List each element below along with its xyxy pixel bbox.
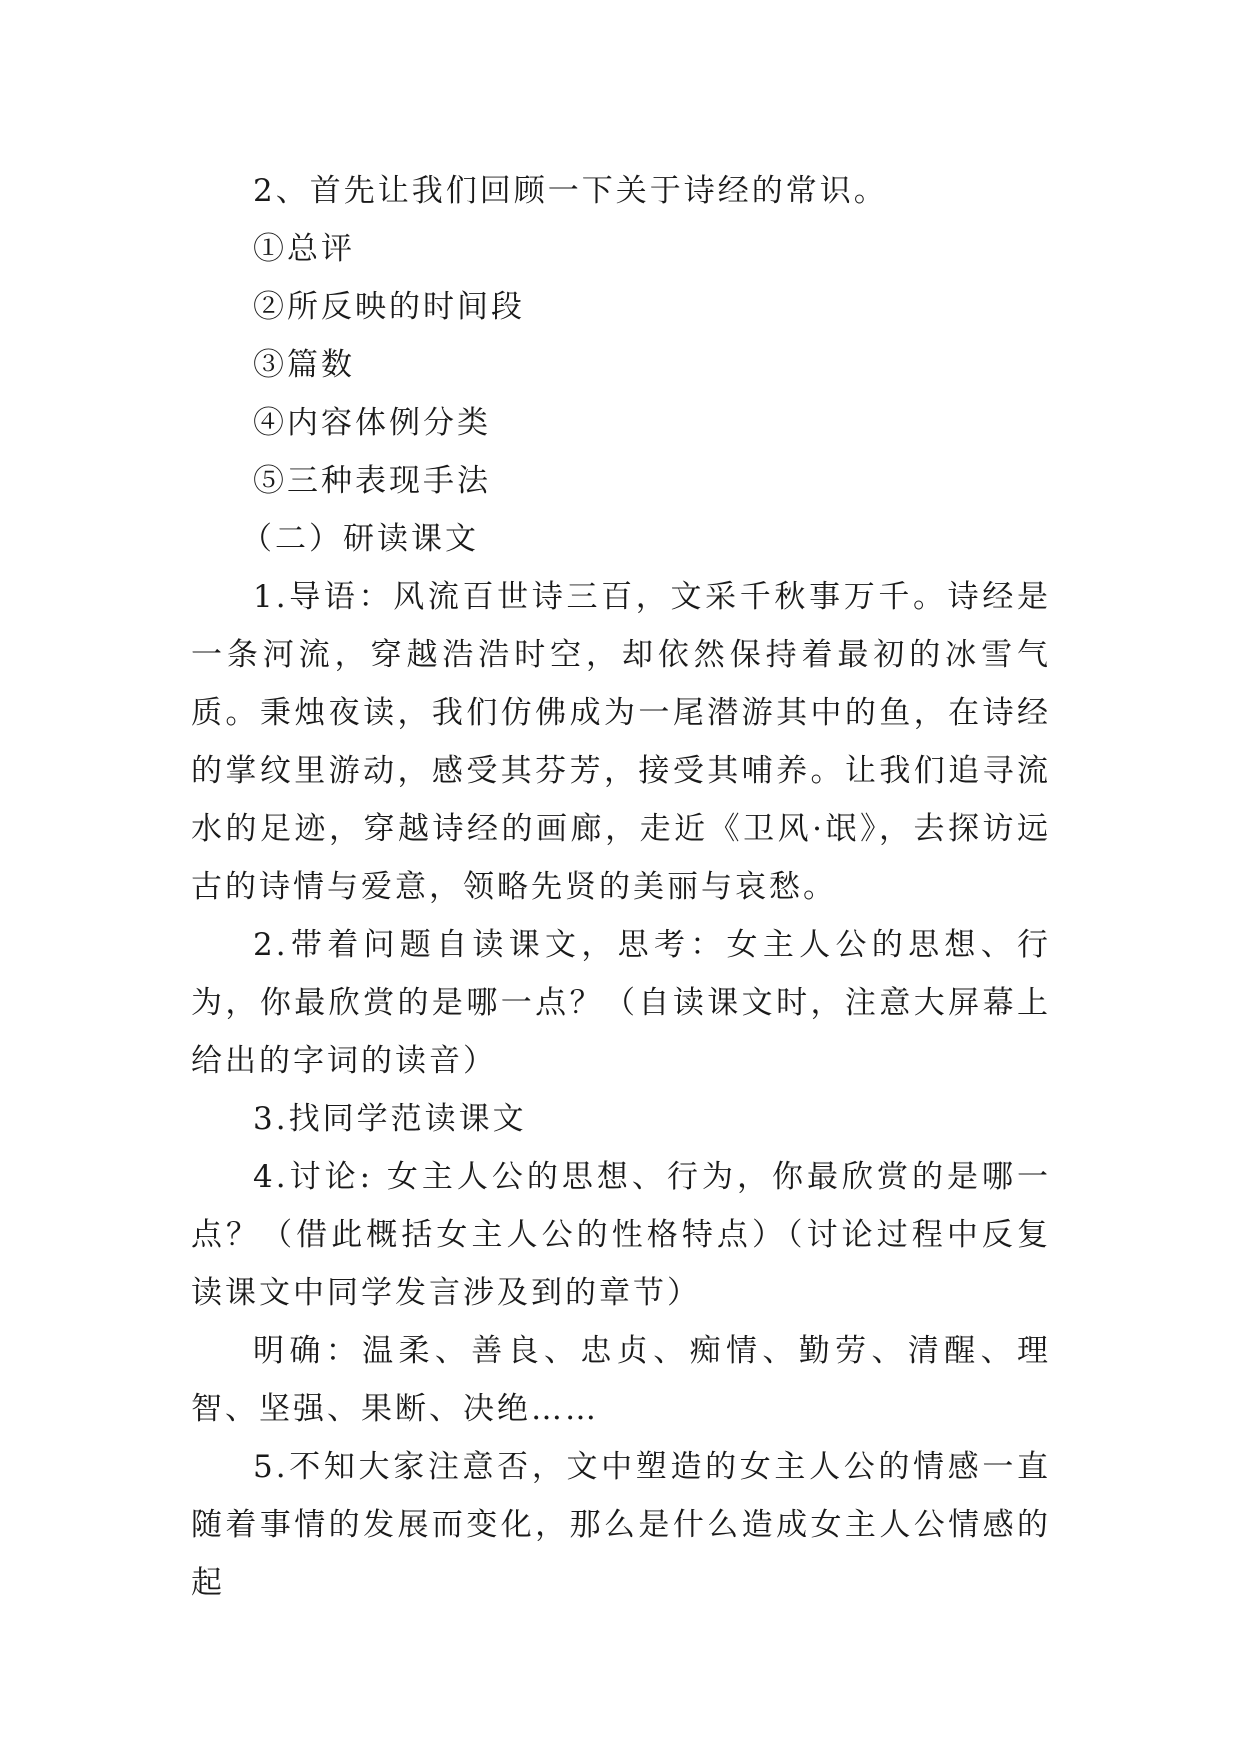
paragraph-emotion-change: 5.不知大家注意否，文中塑造的女主人公的情感一直随着事情的发展而变化，那么是什么造成女主人公情感的起: [191, 1449, 1051, 1601]
paragraph-self-reading: 2.带着问题自读课文，思考：女主人公的思想、行为，你最欣赏的是哪一点？（自读课文时，注意大屏幕上给出的字词的读音）: [191, 927, 1051, 1079]
list-item: ④内容体例分类: [253, 405, 491, 441]
paragraph-conclusion: 明确：温柔、善良、忠贞、痴情、勤劳、清醒、理智、坚强、果断、决绝……: [191, 1333, 1051, 1427]
list-item: ①总评: [253, 231, 355, 267]
review-heading: 2、首先让我们回顾一下关于诗经的常识。: [253, 173, 888, 209]
paragraph-discussion: 4.讨论: 女主人公的思想、行为，你最欣赏的是哪一点？（借此概括女主人公的性格特点）（讨论过程中反复读课文中同学发言涉及到的章节）: [191, 1159, 1051, 1311]
list-item: ②所反映的时间段: [253, 289, 525, 325]
document-page: [191, 162, 1051, 1612]
section-title: （二）研读课文: [241, 521, 479, 557]
list-item: ③篇数: [253, 347, 355, 383]
paragraph-model-reading: 3.找同学范读课文: [253, 1101, 527, 1137]
paragraph-intro: 1.导语：风流百世诗三百，文采千秋事万千。诗经是一条河流，穿越浩浩时空，却依然保持着最初的冰雪气质。秉烛夜读，我们仿佛成为一尾潜游其中的鱼，在诗经的掌纹里游动，感受其芬芳，接受其哺养。让我们追寻流水的足迹，穿越诗经的画廊，走近《卫风·氓》，去探访远古的诗情与爱意，领略先贤的美丽与哀愁。: [191, 579, 1051, 905]
list-item: ⑤三种表现手法: [253, 463, 491, 499]
